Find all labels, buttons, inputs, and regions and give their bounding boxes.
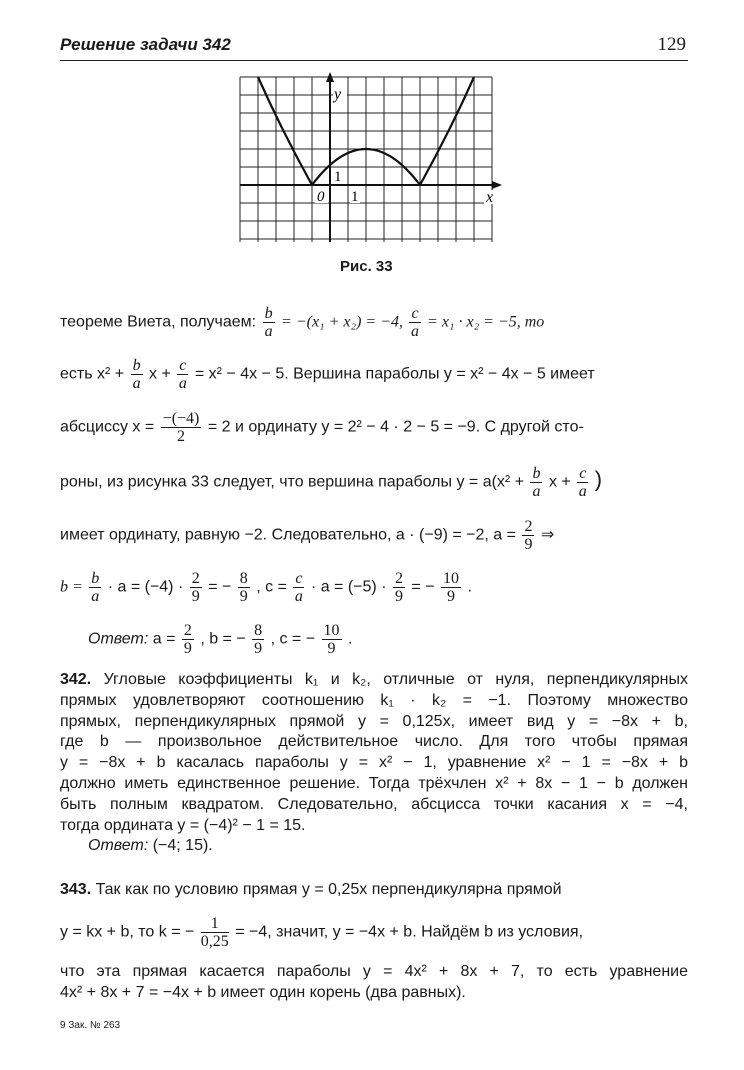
text-line: быть полным квадратом. Следовательно, абсцисса точки касания x = −4, [60, 795, 688, 813]
text-line: прямых удовлетворяют соотношению k₁ · k₂ = −1. Поэтому множество [60, 691, 688, 709]
denominator: a [411, 323, 419, 340]
numerator: b [132, 357, 141, 374]
fraction [441, 570, 461, 605]
text: ⇒ [540, 526, 555, 544]
text-line: тогда ордината y = (−4)² − 1 = 15. [60, 816, 306, 834]
formula: . [347, 630, 353, 648]
fraction [393, 570, 405, 605]
text-line-2 [60, 357, 688, 392]
numerator: 2 [524, 518, 533, 535]
denominator: a [578, 483, 587, 500]
text-line: прямых, перпендикулярных прямой y = 0,125x, имеет вид y = −8x + b, [60, 712, 688, 730]
formula: · a = (−5) · [310, 578, 387, 596]
figure-caption: Рис. 33 [340, 258, 393, 275]
denominator: 9 [191, 588, 200, 605]
formula: , c = [256, 578, 287, 596]
origin-label: 0 [317, 189, 325, 205]
numerator: 8 [254, 622, 263, 639]
y-unit-label: 1 [334, 169, 342, 185]
fraction [322, 622, 342, 657]
running-title: Решение задачи 342 [60, 35, 231, 54]
fraction [182, 622, 194, 657]
text: = 2 и ординату y = 2² − 4 · 2 − 5 = −9. С другой сто- [207, 418, 584, 436]
denominator: a [264, 323, 273, 340]
fraction [89, 570, 101, 605]
text: = −4, значит, y = −4x + b. Найдём b из условия, [235, 923, 584, 941]
numerator: 8 [239, 570, 248, 587]
problem-number: 343. [60, 881, 92, 898]
answer-label: Ответ: [88, 837, 149, 855]
denominator: 9 [524, 536, 533, 553]
numerator: b [264, 305, 273, 322]
text-line [60, 670, 688, 691]
text-line: что эта прямая касается параболы y = 4x² + 8x + 7, то есть уравнение [60, 963, 688, 980]
numerator: −(−4) [162, 410, 200, 427]
fraction [201, 915, 229, 950]
formula: y = kx + b, то k = − [60, 923, 195, 941]
text-line [60, 880, 688, 901]
denominator: 0,25 [200, 933, 229, 950]
formula: = x₁ · x₂ = −5, то [427, 313, 545, 331]
text-line-1 [60, 305, 688, 340]
x-unit-label: 1 [351, 189, 359, 205]
problem-343 [60, 880, 688, 901]
formula: = − [208, 578, 232, 596]
denominator: 9 [239, 588, 248, 605]
numerator: 2 [191, 570, 200, 587]
text-line-343-2 [60, 915, 688, 950]
denominator: 9 [394, 588, 403, 605]
fraction [238, 570, 250, 605]
text: роны, из рисунка 33 следует, что вершина параболы y = a(x² + [60, 473, 525, 491]
grid [240, 77, 492, 242]
denominator: a [132, 375, 141, 392]
numerator: c [411, 305, 419, 322]
answer-value: (−4; 15). [152, 837, 213, 855]
text-line-4 [60, 465, 688, 500]
fraction [263, 305, 275, 340]
formula: · a = (−4) · [107, 578, 184, 596]
answer-341 [88, 622, 716, 657]
text-line-3 [60, 410, 688, 445]
denominator: 9 [183, 640, 192, 657]
text: ) [594, 466, 603, 492]
fraction [161, 410, 202, 445]
problem-number: 342. [60, 671, 92, 688]
numerator: 1 [201, 915, 229, 933]
formula: b = [60, 578, 83, 596]
text-line-5 [60, 518, 688, 553]
numerator: 2 [394, 570, 403, 587]
numerator: c [295, 570, 303, 587]
denominator: 9 [327, 640, 336, 657]
text-line-6 [60, 570, 688, 605]
fraction [293, 570, 304, 605]
numerator: 10 [443, 570, 460, 587]
denominator: 2 [177, 428, 186, 445]
numerator: b [91, 570, 100, 587]
formula: . [467, 578, 472, 596]
denominator: 9 [254, 640, 263, 657]
figure-33-graph [230, 72, 510, 247]
text: x + [149, 365, 171, 383]
fraction [252, 622, 264, 657]
text: имеет ординату, равную −2. Следовательно, a · (−9) = −2, a = [60, 526, 516, 544]
fraction [577, 465, 588, 500]
x-axis-label: x [486, 189, 494, 206]
answer-342 [60, 836, 688, 857]
fraction [190, 570, 202, 605]
formula: , c = − [270, 630, 316, 648]
numerator: c [179, 357, 187, 374]
printer-mark: 9 Зак. № 263 [60, 1020, 121, 1031]
fraction [522, 518, 534, 553]
denominator: a [294, 588, 303, 605]
formula: = − [411, 578, 435, 596]
problem-342 [60, 670, 688, 857]
text: есть x² + [60, 365, 125, 383]
fraction [131, 357, 143, 392]
fraction [530, 465, 542, 500]
text-line: y = −8x + b касалась параболы y = x² − 1, уравнение x² − 1 = −8x + b [60, 754, 688, 772]
denominator: a [532, 483, 541, 500]
formula: = −(x₁ + x₂) = −4, [281, 313, 403, 331]
numerator: c [579, 465, 587, 482]
denominator: 9 [447, 588, 456, 605]
numerator: 2 [183, 622, 192, 639]
text: теореме Виета, получаем: [60, 313, 257, 331]
problem-343-cont [60, 962, 688, 1004]
text-line: должно иметь единственное решение. Тогда трёхчлен x² + 8x − 1 − b должен [60, 774, 688, 792]
denominator: a [91, 588, 100, 605]
text: Угловые коэффициенты k₁ и k₂, отличные от нуля, перпендикулярных [103, 671, 688, 688]
text: Так как по условию прямая y = 0,25x перпендикулярна прямой [95, 881, 562, 898]
denominator: a [178, 375, 187, 392]
page-number: 129 [657, 34, 686, 55]
x-axis-arrow [492, 181, 502, 189]
numerator: 10 [323, 622, 340, 639]
answer-label: Ответ: [88, 630, 149, 648]
formula: , b = − [200, 630, 246, 648]
text-line: 4x² + 8x + 7 = −4x + b имеет один корень (два равных). [60, 983, 466, 1001]
page-header [60, 30, 688, 61]
numerator: b [532, 465, 541, 482]
text-line: где b — произвольное действительное число. Для того чтобы прямая [60, 733, 688, 751]
formula: a = [152, 630, 176, 648]
y-axis-label: y [334, 86, 342, 103]
text: абсциссу x = [60, 418, 155, 436]
fraction [409, 305, 420, 340]
text: x + [548, 473, 571, 491]
text: = x² − 4x − 5. Вершина параболы y = x² − 4x − 5 имеет [194, 365, 595, 383]
fraction [177, 357, 188, 392]
